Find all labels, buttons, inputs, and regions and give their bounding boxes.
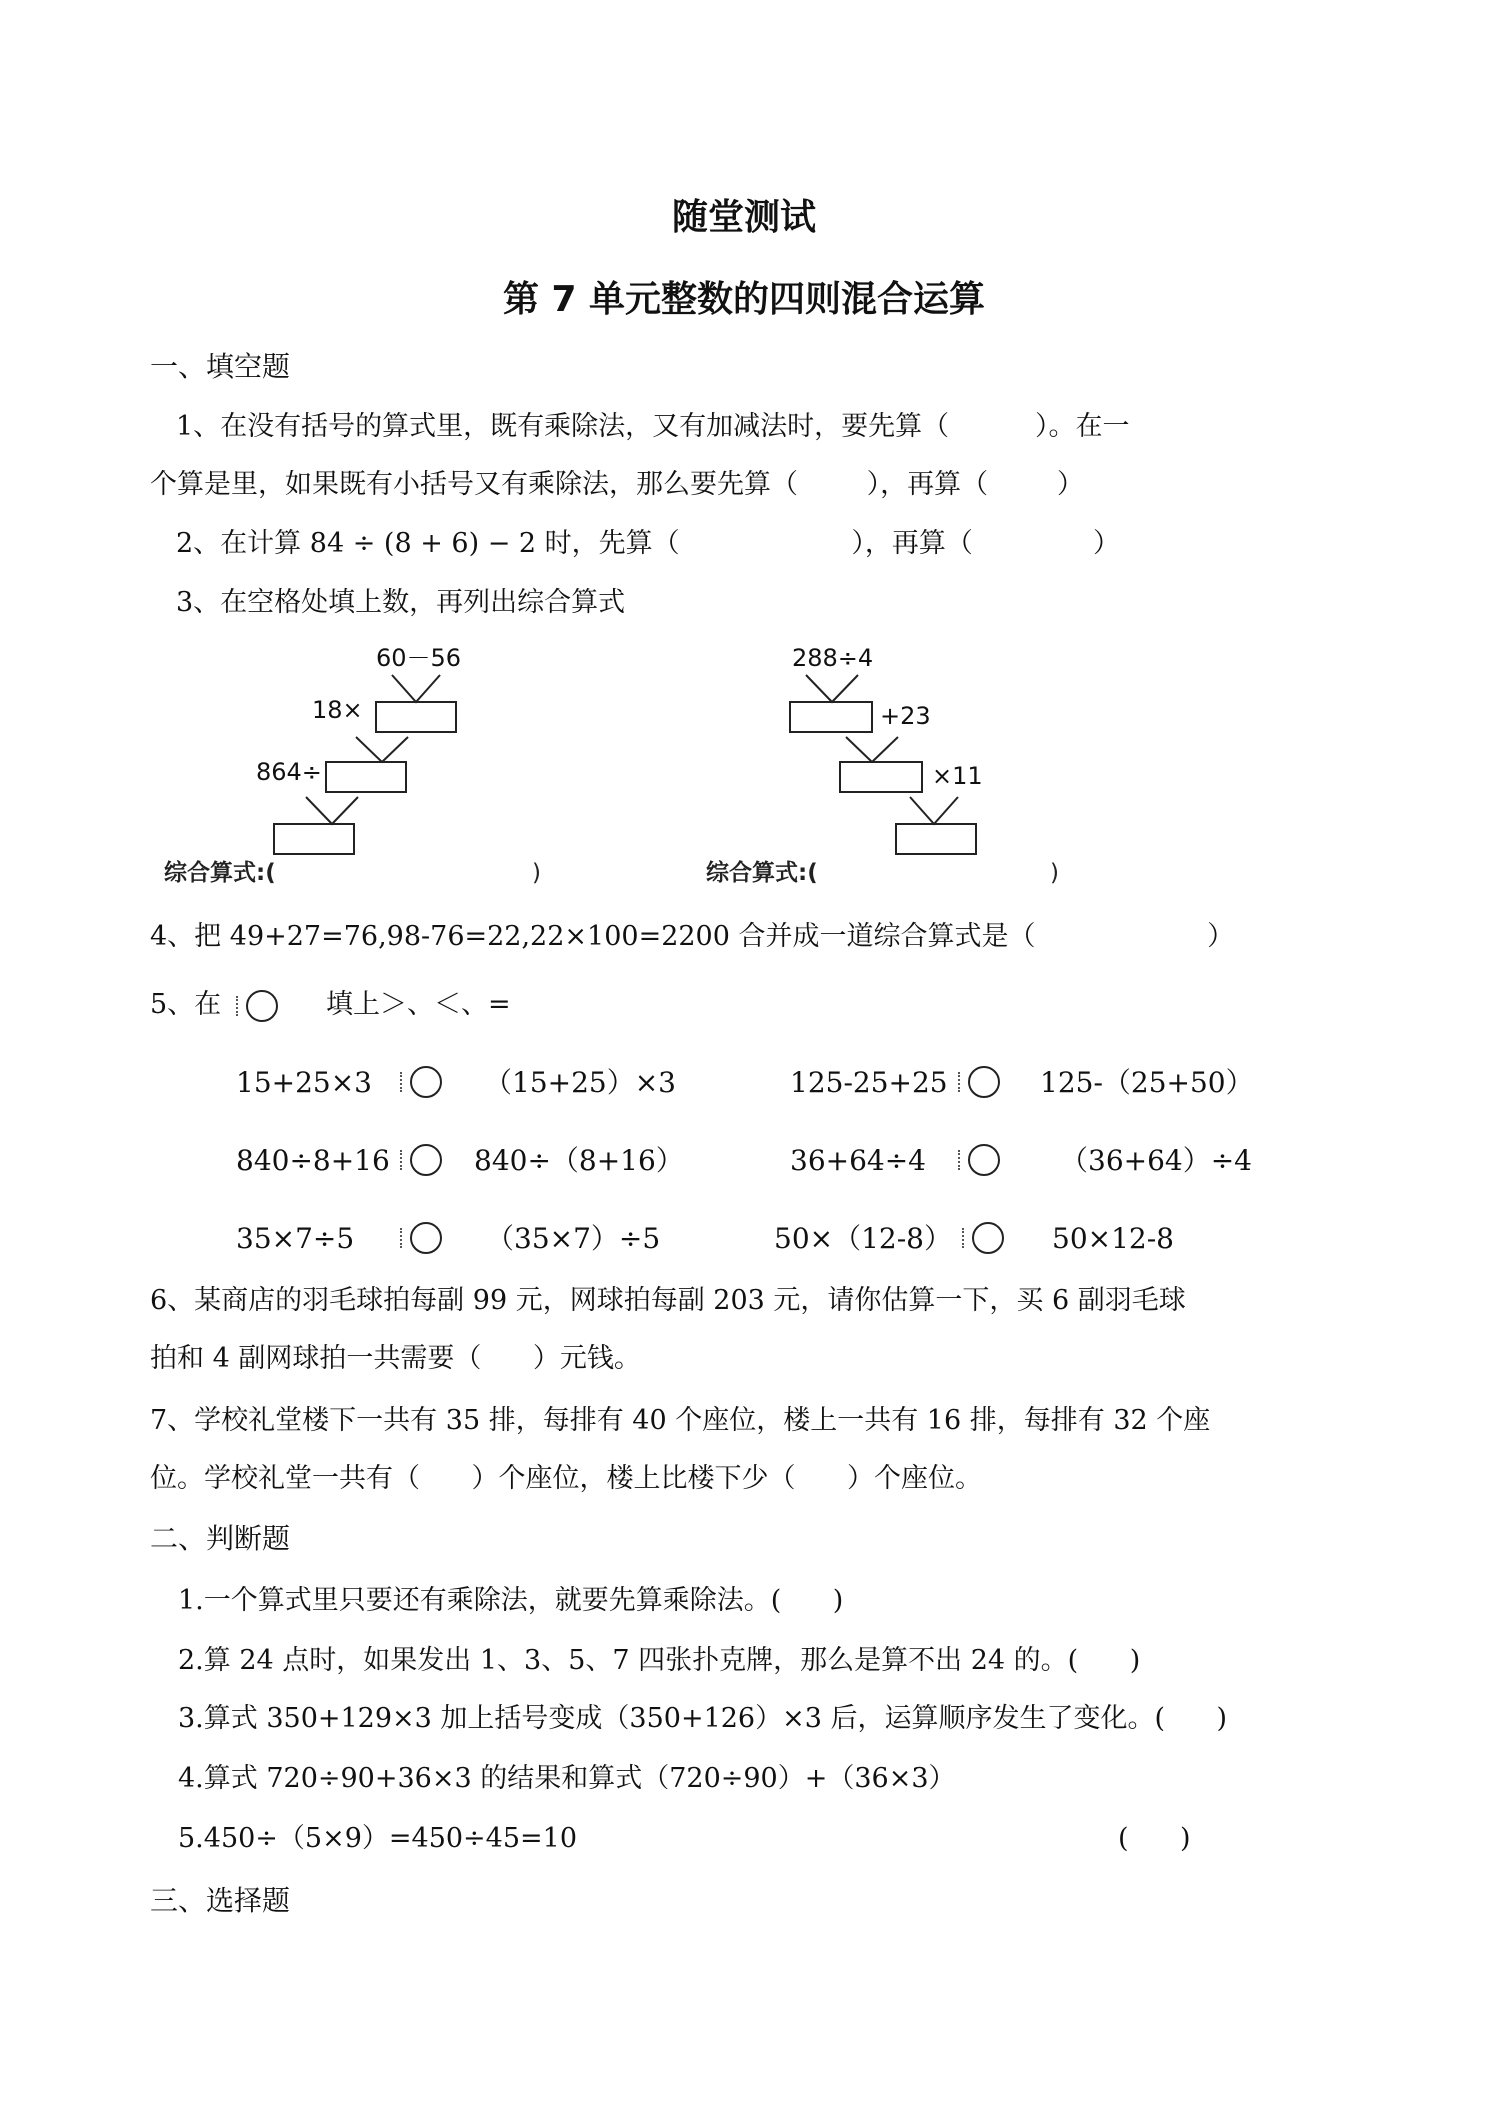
diagram-1-box-1 bbox=[376, 702, 456, 732]
question-1-line-2: 个算是里，如果既有小括号又有乘除法，那么要先算（ ），再算（ ） bbox=[150, 469, 1084, 500]
question-7-line-1: 7、学校礼堂楼下一共有 35 排，每排有 40 个座位，楼上一共有 16 排，每排有 32 个座 bbox=[150, 1405, 1211, 1436]
judge-item-4: 4.算式 720÷90+36×3 的结果和算式（720÷90）+（36×3） bbox=[178, 1763, 956, 1794]
diagram-1-formula-label: 综合算式:( bbox=[164, 860, 276, 886]
compare-right-1: （15+25）×3 bbox=[484, 1066, 676, 1099]
judge-item-5: 5.450÷（5×9）=450÷45=10 bbox=[178, 1823, 578, 1854]
dotted-mark bbox=[400, 1072, 405, 1092]
question-7-line-2: 位。学校礼堂一共有（ ）个座位，楼上比楼下少（ ）个座位。 bbox=[150, 1463, 982, 1494]
diagram-1-box-3 bbox=[274, 824, 354, 854]
judge-item-2: 2.算 24 点时，如果发出 1、3、5、7 四张扑克牌，那么是算不出 24 的。( ) bbox=[178, 1645, 1141, 1676]
page-subtitle: 第 7 单元整数的四则混合运算 bbox=[502, 279, 986, 320]
compare-circle[interactable] bbox=[410, 1066, 442, 1098]
question-2: 2、在计算 84 ÷ (8 + 6) − 2 时，先算（ ），再算（ ） bbox=[176, 528, 1120, 559]
section-2-heading: 二、判断题 bbox=[150, 1522, 291, 1555]
dotted-mark bbox=[958, 1150, 963, 1170]
diagram-2-formula-label: 综合算式:( bbox=[706, 860, 818, 886]
compare-circle[interactable] bbox=[246, 990, 278, 1022]
diagram-2-top-label: 288÷4 bbox=[792, 644, 874, 672]
section-1-heading: 一、填空题 bbox=[150, 350, 291, 383]
dotted-mark bbox=[962, 1228, 967, 1248]
diagram-1-arrow-2 bbox=[356, 737, 408, 762]
compare-circle[interactable] bbox=[972, 1222, 1004, 1254]
question-4: 4、把 49+27=76,98-76=22,22×100=2200 合并成一道综合算式是（ ） bbox=[150, 921, 1235, 952]
question-1-line-1: 1、在没有括号的算式里，既有乘除法，又有加减法时，要先算（ ）。在一 bbox=[176, 411, 1130, 442]
compare-circle[interactable] bbox=[968, 1144, 1000, 1176]
compare-circle[interactable] bbox=[410, 1144, 442, 1176]
diagram-1-formula-close: ) bbox=[532, 860, 541, 886]
section-3-heading: 三、选择题 bbox=[150, 1884, 291, 1917]
compare-right-4: （36+64）÷4 bbox=[1060, 1144, 1252, 1177]
compare-left-2: 125-25+25 bbox=[790, 1066, 948, 1099]
judge-item-1: 1.一个算式里只要还有乘除法，就要先算乘除法。( ) bbox=[178, 1585, 844, 1616]
compare-left-3: 840÷8+16 bbox=[236, 1144, 390, 1177]
diagram-1-box-2 bbox=[326, 762, 406, 792]
compare-left-6: 50×（12-8） bbox=[774, 1222, 952, 1255]
compare-right-6: 50×12-8 bbox=[1052, 1222, 1174, 1255]
compare-right-2: 125-（25+50） bbox=[1040, 1066, 1254, 1099]
diagram-2-op2-label: ×11 bbox=[932, 762, 983, 790]
diagram-1-top-label: 60－56 bbox=[376, 644, 462, 672]
diagram-1-op1-label: 18× bbox=[312, 696, 363, 724]
dotted-mark bbox=[400, 1228, 405, 1248]
question-6-line-1: 6、某商店的羽毛球拍每副 99 元，网球拍每副 203 元，请你估算一下，买 6 副羽毛球 bbox=[150, 1285, 1186, 1316]
dotted-mark bbox=[236, 996, 241, 1016]
flow-diagram-2 bbox=[700, 630, 1080, 890]
compare-circle[interactable] bbox=[410, 1222, 442, 1254]
diagram-1-arrow-1 bbox=[392, 675, 440, 702]
diagram-2-arrow-3 bbox=[910, 797, 958, 824]
compare-circle[interactable] bbox=[968, 1066, 1000, 1098]
diagram-2-box-2 bbox=[840, 762, 922, 792]
dotted-mark bbox=[958, 1072, 963, 1092]
compare-left-5: 35×7÷5 bbox=[236, 1222, 355, 1255]
diagram-2-box-1 bbox=[790, 702, 872, 732]
diagram-2-arrow-1 bbox=[806, 675, 858, 702]
diagram-2-box-3 bbox=[896, 824, 976, 854]
diagram-1-op2-label: 864÷ bbox=[256, 758, 322, 786]
flow-diagram-1 bbox=[160, 630, 600, 890]
compare-right-3: 840÷（8+16） bbox=[474, 1144, 684, 1177]
diagram-1-arrow-3 bbox=[306, 797, 358, 824]
compare-left-1: 15+25×3 bbox=[236, 1066, 372, 1099]
diagram-2-formula-close: ) bbox=[1050, 860, 1059, 886]
diagram-2-op1-label: +23 bbox=[880, 702, 931, 730]
question-5-prefix: 5、在 bbox=[150, 989, 222, 1020]
compare-right-5: （35×7）÷5 bbox=[486, 1222, 661, 1255]
question-6-line-2: 拍和 4 副网球拍一共需要（ ）元钱。 bbox=[150, 1343, 641, 1374]
judge-item-3: 3.算式 350+129×3 加上括号变成（350+126）×3 后，运算顺序发生了变化。( ) bbox=[178, 1703, 1228, 1734]
compare-left-4: 36+64÷4 bbox=[790, 1144, 926, 1177]
dotted-mark bbox=[400, 1150, 405, 1170]
diagram-2-arrow-2 bbox=[846, 737, 898, 762]
question-3: 3、在空格处填上数，再列出综合算式 bbox=[176, 587, 626, 618]
judge-item-5-bracket: ( ) bbox=[1118, 1823, 1191, 1854]
question-5-suffix: 填上＞、＜、= bbox=[326, 989, 511, 1020]
page-title: 随堂测试 bbox=[671, 197, 816, 238]
